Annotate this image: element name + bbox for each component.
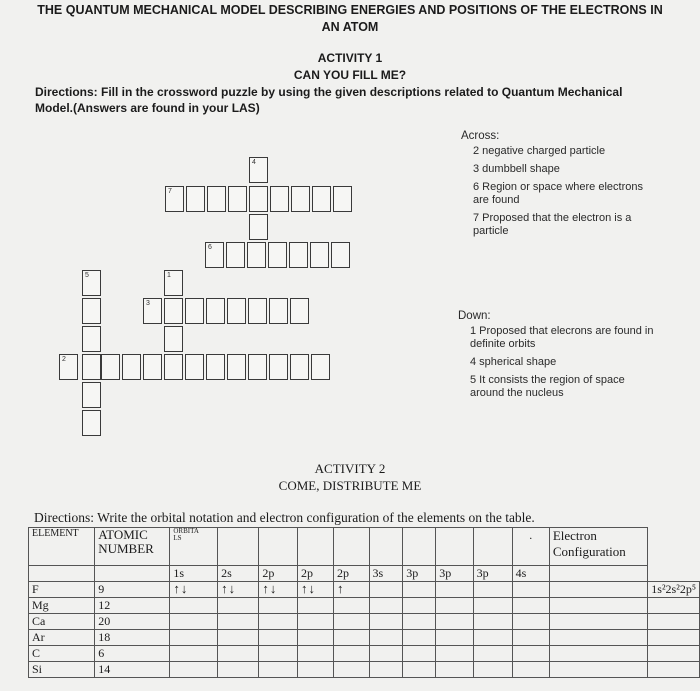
clue-number-2: 2	[62, 356, 66, 363]
table-row	[29, 598, 700, 614]
crossword-cell[interactable]	[82, 326, 101, 352]
orbital-cell[interactable]	[333, 598, 369, 614]
clue-number-1: 1	[167, 272, 171, 279]
atomic-number-cell: 9	[95, 582, 170, 598]
crossword-cell[interactable]	[289, 242, 308, 268]
orbital-cell[interactable]	[259, 598, 298, 614]
crossword-cell[interactable]	[268, 242, 287, 268]
orbital-cell[interactable]	[403, 598, 436, 614]
element-cell: F	[29, 582, 95, 598]
orbital-cell[interactable]	[436, 582, 473, 598]
orbital-cell[interactable]	[512, 598, 549, 614]
activity1-directions-line2: Model.(Answers are found in your LAS)	[35, 101, 260, 115]
crossword-cell[interactable]	[101, 354, 120, 380]
down-clues	[458, 310, 660, 405]
crossword-cell[interactable]	[82, 270, 101, 296]
activity2-title: ACTIVITY 2	[314, 461, 386, 476]
orbital-cell[interactable]	[218, 630, 259, 646]
orbital-cell[interactable]	[512, 630, 549, 646]
orbital-cell[interactable]	[369, 598, 403, 614]
activity2-directions: Directions: Write the orbital notation and electron configuration of the elements on the table.	[34, 510, 535, 525]
crossword-cell[interactable]	[248, 298, 267, 324]
crossword-cell[interactable]	[164, 270, 183, 296]
orbital-cell[interactable]	[333, 614, 369, 630]
orbital-label: 3p	[436, 566, 473, 582]
activity1-title: ACTIVITY 1	[317, 51, 383, 65]
page-title-line2: AN ATOM	[321, 20, 379, 34]
blank-cell[interactable]	[549, 646, 647, 662]
header-config-line2: Configuration	[552, 544, 626, 559]
crossword-cell[interactable]	[164, 298, 183, 324]
crossword-cell[interactable]	[226, 242, 245, 268]
crossword-cell[interactable]	[290, 354, 309, 380]
header-orbitals-line2: LS	[173, 534, 182, 542]
orbital-cell[interactable]	[218, 646, 259, 662]
orbital-cell[interactable]	[297, 646, 333, 662]
orbital-cell[interactable]	[297, 614, 333, 630]
table-row	[29, 630, 700, 646]
orbital-label: 3p	[403, 566, 436, 582]
orbital-cell[interactable]	[436, 630, 473, 646]
clue-item: 6 Region or space where electrons are found	[473, 181, 643, 206]
orbital-table	[28, 527, 700, 678]
crossword-cell[interactable]	[165, 186, 184, 212]
crossword-cell[interactable]	[269, 298, 288, 324]
activity2-subtitle: COME, DISTRIBUTE ME	[278, 478, 422, 493]
header-atomic-number-line1: ATOMIC	[98, 527, 148, 542]
orbital-label: 2p	[297, 566, 333, 582]
orbital-cell[interactable]	[259, 662, 298, 678]
orbital-cell[interactable]	[403, 630, 436, 646]
crossword-cell[interactable]	[290, 298, 309, 324]
header-orbitals	[170, 528, 218, 566]
clue-number-7: 7	[168, 188, 172, 195]
crossword-cell[interactable]	[270, 186, 289, 212]
config-cell[interactable]	[648, 614, 700, 630]
orbital-cell[interactable]	[170, 630, 218, 646]
orbital-cell[interactable]: ↑↓	[297, 582, 333, 598]
blank-cell[interactable]	[549, 662, 647, 678]
crossword-cell[interactable]	[164, 354, 183, 380]
crossword-cell[interactable]	[333, 186, 352, 212]
atomic-number-cell: 14	[95, 662, 170, 678]
orbital-label: 2p	[333, 566, 369, 582]
crossword-grid	[0, 0, 460, 450]
crossword-cell[interactable]	[269, 354, 288, 380]
config-cell[interactable]	[648, 598, 700, 614]
atomic-number-cell: 20	[95, 614, 170, 630]
orbital-cell[interactable]: ↑	[333, 582, 369, 598]
crossword-cell[interactable]	[206, 354, 225, 380]
config-cell[interactable]: 1s²2s²2p⁵	[648, 582, 700, 598]
crossword-cell[interactable]	[227, 298, 246, 324]
activity1-subtitle: CAN YOU FILL ME?	[293, 68, 407, 82]
crossword-cell[interactable]	[228, 186, 247, 212]
crossword-cell[interactable]	[59, 354, 78, 380]
crossword-cell[interactable]	[247, 242, 266, 268]
orbital-cell[interactable]	[403, 582, 436, 598]
header-config	[549, 528, 647, 566]
orbital-cell[interactable]	[473, 662, 512, 678]
element-cell: Ca	[29, 614, 95, 630]
element-cell: Si	[29, 662, 95, 678]
orbital-cell[interactable]	[369, 614, 403, 630]
clue-number-3: 3	[146, 300, 150, 307]
orbital-label: 3p	[473, 566, 512, 582]
orbital-cell[interactable]	[218, 614, 259, 630]
blank-cell[interactable]	[549, 630, 647, 646]
orbital-cell[interactable]	[512, 662, 549, 678]
orbital-cell[interactable]	[436, 662, 473, 678]
orbital-cell[interactable]	[473, 598, 512, 614]
down-heading: Down:	[458, 310, 491, 322]
orbital-cell[interactable]	[512, 614, 549, 630]
crossword-cell[interactable]	[310, 242, 329, 268]
orbital-cell[interactable]	[170, 646, 218, 662]
table-row	[29, 662, 700, 678]
crossword-cell[interactable]	[227, 354, 246, 380]
clue-number-6: 6	[208, 244, 212, 251]
activity2-heading	[0, 460, 700, 494]
orbital-cell[interactable]	[170, 614, 218, 630]
orbital-cell[interactable]	[297, 598, 333, 614]
crossword-cell[interactable]	[206, 298, 225, 324]
orbital-label: 2p	[259, 566, 298, 582]
crossword-cell[interactable]	[248, 354, 267, 380]
blank-cell[interactable]	[549, 614, 647, 630]
orbital-cell[interactable]: ↑↓	[259, 582, 298, 598]
orbital-cell[interactable]	[259, 630, 298, 646]
orbital-cell[interactable]	[473, 614, 512, 630]
crossword-cell[interactable]	[186, 186, 205, 212]
orbital-cell[interactable]	[403, 662, 436, 678]
crossword-cell[interactable]	[249, 214, 268, 240]
table-row	[29, 582, 700, 598]
crossword-cell[interactable]	[331, 242, 350, 268]
config-cell[interactable]	[648, 646, 700, 662]
crossword-cell[interactable]	[312, 186, 331, 212]
crossword-cell[interactable]	[185, 354, 204, 380]
header-element: ELEMENT	[29, 528, 95, 566]
clue-number-5: 5	[85, 272, 89, 279]
clue-number-4: 4	[252, 159, 256, 166]
header-orbitals-line1: ORBITA	[173, 527, 199, 535]
clue-item: 3 dumbbell shape	[473, 163, 560, 175]
clue-item: 4 spherical shape	[470, 356, 557, 368]
orbital-cell[interactable]	[473, 582, 512, 598]
orbital-cell[interactable]	[259, 614, 298, 630]
element-cell: Mg	[29, 598, 95, 614]
orbital-cell[interactable]	[333, 662, 369, 678]
orbital-cell[interactable]	[512, 582, 549, 598]
element-cell: Ar	[29, 630, 95, 646]
orbital-cell[interactable]: ↑↓	[218, 582, 259, 598]
orbital-cell[interactable]	[473, 630, 512, 646]
orbital-cell[interactable]	[369, 630, 403, 646]
atomic-number-cell: 18	[95, 630, 170, 646]
page-title-line1: THE QUANTUM MECHANICAL MODEL DESCRIBING ENERGIES AND POSITIONS OF THE ELECTRONS IN	[37, 3, 663, 17]
orbital-label: 1s	[170, 566, 218, 582]
orbital-label: 4s	[512, 566, 549, 582]
config-cell[interactable]	[648, 662, 700, 678]
orbital-label: 3s	[369, 566, 403, 582]
orbital-cell[interactable]	[218, 662, 259, 678]
table-row	[29, 614, 700, 630]
element-cell: C	[29, 646, 95, 662]
orbital-cell[interactable]	[369, 646, 403, 662]
orbital-cell[interactable]	[297, 662, 333, 678]
table-row	[29, 646, 700, 662]
orbital-cell[interactable]	[436, 614, 473, 630]
crossword-cell[interactable]	[185, 298, 204, 324]
orbital-cell[interactable]	[170, 598, 218, 614]
clue-item: 1 Proposed that elecrons are found in definite orbits	[470, 325, 654, 350]
orbital-labels-row	[29, 566, 700, 582]
crossword-cell[interactable]	[82, 298, 101, 324]
crossword-cell[interactable]	[291, 186, 310, 212]
crossword-cell[interactable]	[82, 410, 101, 436]
crossword-cell[interactable]	[164, 326, 183, 352]
orbital-cell[interactable]	[259, 646, 298, 662]
crossword-cell[interactable]	[82, 382, 101, 408]
orbital-cell[interactable]	[297, 630, 333, 646]
orbital-cell[interactable]	[333, 630, 369, 646]
clue-item: 2 negative charged particle	[473, 145, 606, 157]
crossword-cell[interactable]	[205, 242, 224, 268]
atomic-number-cell: 12	[95, 598, 170, 614]
crossword-cell[interactable]	[82, 354, 101, 380]
blank-cell[interactable]	[549, 582, 647, 598]
orbital-cell[interactable]	[369, 662, 403, 678]
orbital-cell[interactable]	[403, 614, 436, 630]
crossword-cell[interactable]	[122, 354, 141, 380]
crossword-cell[interactable]	[249, 157, 268, 183]
header-atomic-number	[95, 528, 170, 566]
orbital-label: 2s	[218, 566, 259, 582]
crossword-cell[interactable]	[143, 354, 162, 380]
header-config-line1: Electron	[552, 528, 597, 543]
header-dot: .	[512, 528, 549, 566]
across-heading: Across:	[461, 130, 500, 142]
crossword-cell[interactable]	[143, 298, 162, 324]
crossword-cell[interactable]	[249, 186, 268, 212]
header-atomic-number-line2: NUMBER	[98, 541, 154, 556]
clue-item: 7 Proposed that the electron is a particle	[473, 212, 632, 237]
crossword-cell[interactable]	[207, 186, 226, 212]
orbital-cell[interactable]: ↑↓	[170, 582, 218, 598]
orbital-cell[interactable]	[170, 662, 218, 678]
blank-cell[interactable]	[549, 598, 647, 614]
orbital-cell[interactable]	[403, 646, 436, 662]
table-header-row	[29, 528, 700, 566]
clue-item: 5 It consists the region of space around the nucleus	[470, 374, 625, 399]
orbital-cell[interactable]	[512, 646, 549, 662]
config-cell[interactable]	[648, 630, 700, 646]
orbital-cell[interactable]	[369, 582, 403, 598]
activity1-directions-line1: Directions: Fill in the crossword puzzle by using the given descriptions related to Quantum Mechanical	[35, 85, 623, 99]
atomic-number-cell: 6	[95, 646, 170, 662]
crossword-cell[interactable]	[311, 354, 330, 380]
orbital-cell[interactable]	[436, 598, 473, 614]
orbital-cell[interactable]	[333, 646, 369, 662]
orbital-cell[interactable]	[436, 646, 473, 662]
orbital-cell[interactable]	[218, 598, 259, 614]
orbital-cell[interactable]	[473, 646, 512, 662]
across-clues	[461, 130, 661, 243]
